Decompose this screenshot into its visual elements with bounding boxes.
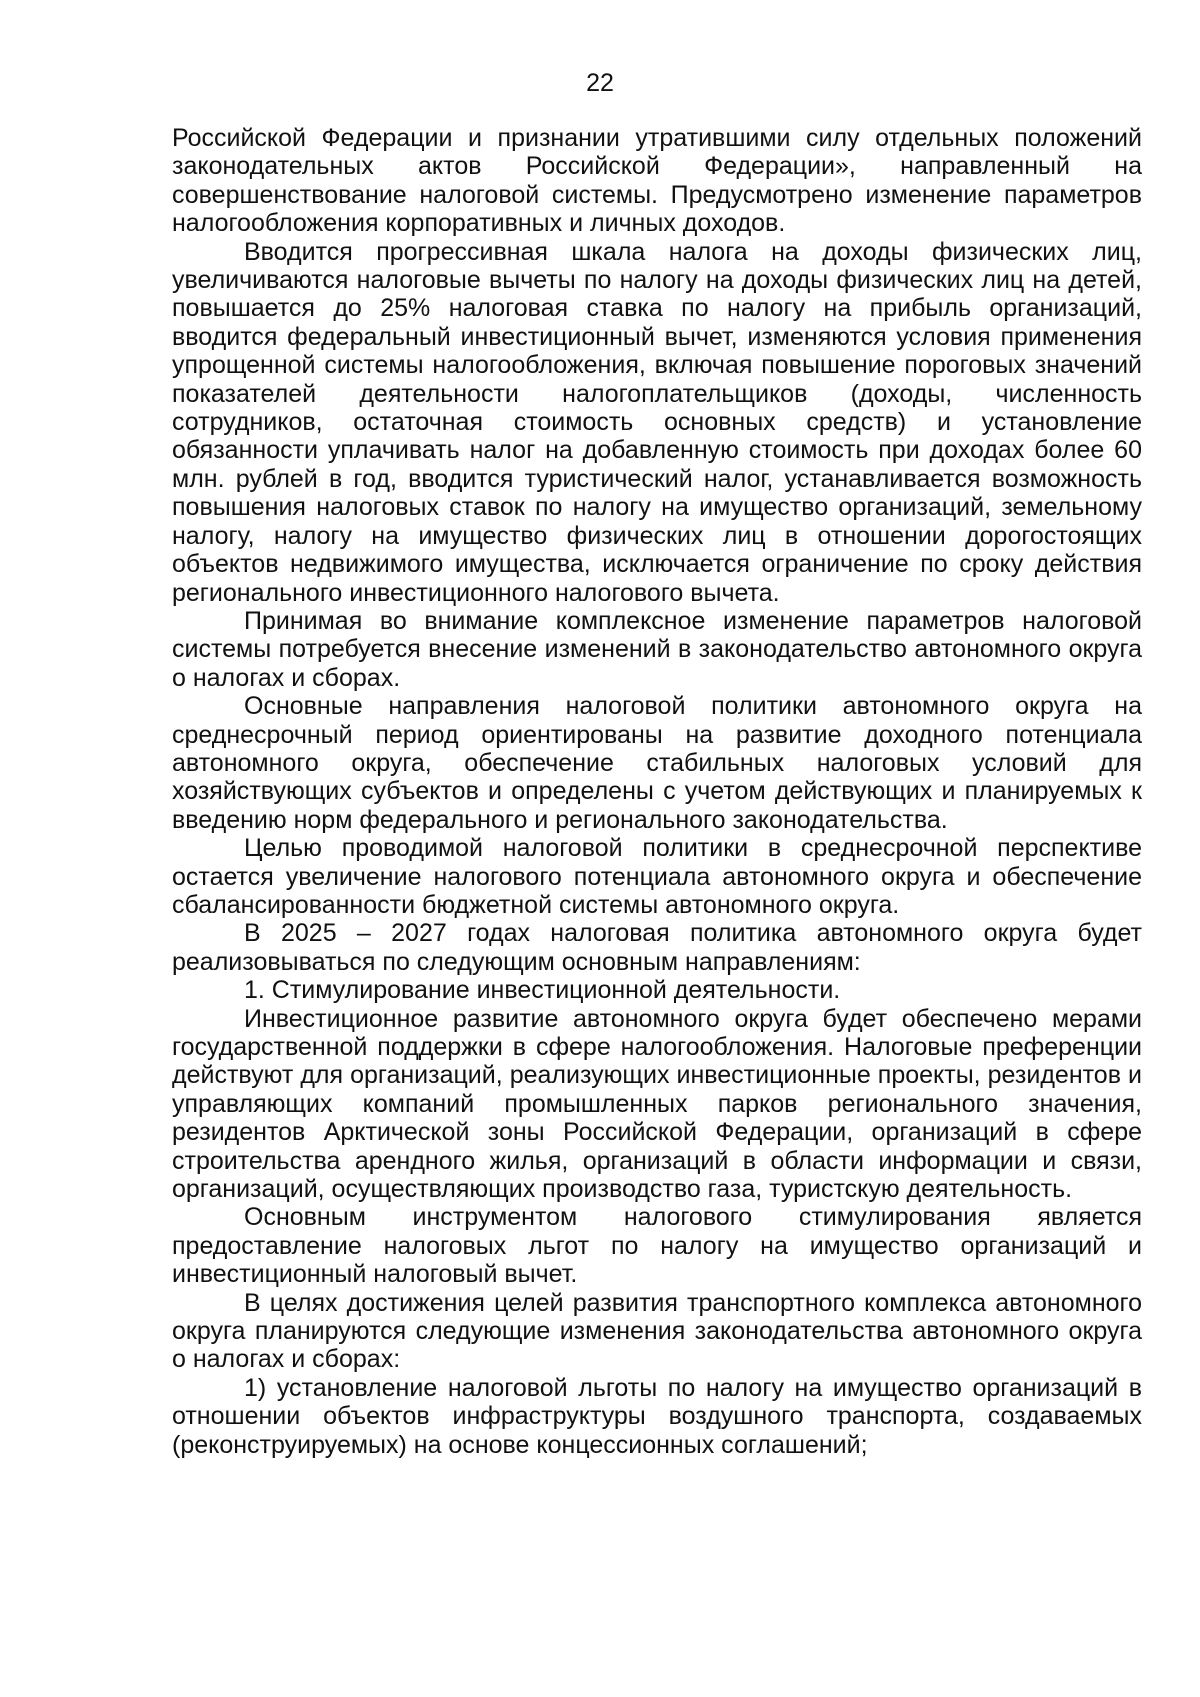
section-heading: 1. Стимулирование инвестиционной деятельности. [244,976,841,1005]
document-body [172,124,1142,1459]
paragraph: Принимая во внимание комплексное изменение параметров налоговой системы потребуется внесение изменений в законодательство автономного округа о налогах и сборах. [172,606,1142,692]
paragraph: Основным инструментом налогового стимулирования является предоставление налоговых льгот по налогу на имущество организаций и инвестиционный налоговый вычет. [172,1203,1142,1289]
paragraph: Основные направления налоговой политики автономного округа на среднесрочный период ориентированы на развитие доходного потенциала автономного округа, обеспечение стабильных налоговых условий для хозяйствующих субъектов и определены с учетом действующих и планируемых к введению норм федерального и регионального законодательства. [172,692,1142,834]
paragraph: Инвестиционное развитие автономного округа будет обеспечено мерами государственной поддержки в сфере налогообложения. Налоговые преференции действуют для организаций, реализующих инвестиционные проекты, резидентов и управляющих компаний промышленных парков регионального значения, резидентов Арктической зоны Российской Федерации, организаций в сфере строительства арендного жилья, организаций в области информации и связи, организаций, осуществляющих производство газа, туристскую деятельность. [172,1004,1142,1204]
paragraph: Вводится прогрессивная шкала налога на доходы физических лиц, увеличиваются налоговые вычеты по налогу на доходы физических лиц на детей, повышается до 25% налоговая ставка по налогу на прибыль организаций, вводится федеральный инвестиционный вычет, изменяются условия применения упрощенной системы налогообложения, включая повышение пороговых значений показателей деятельности налогоплательщиков (доходы, численность сотрудников, остаточная стоимость основных средств) и установление обязанности уплачивать налог на добавленную стоимость при доходах более 60 млн. рублей в год, вводится туристический налог, устанавливается возможность повышения налоговых ставок по налогу на имущество организаций, земельному налогу, налогу на имущество физических лиц в отношении дорогостоящих объектов недвижимого имущества, исключается ограничение по сроку действия регионального инвестиционного налогового вычета. [172,237,1142,607]
paragraph-continuation: Российской Федерации и признании утратившими силу отдельных положений законодательных актов Российской Федерации», направленный на совершенствование налоговой системы. Предусмотрено изменение параметров налогообложения корпоративных и личных доходов. [172,124,1142,238]
paragraph: В целях достижения целей развития транспортного комплекса автономного округа планируются следующие изменения законодательства автономного округа о налогах и сборах: [172,1288,1142,1374]
list-item: 1) установление налоговой льготы по налогу на имущество организаций в отношении объектов инфраструктуры воздушного транспорта, создаваемых (реконструируемых) на основе концессионных соглашений; [172,1373,1142,1459]
page-number: 22 [586,69,614,97]
paragraph: В 2025 – 2027 годах налоговая политика автономного округа будет реализовываться по следующим основным направлениям: [172,919,1142,976]
paragraph: Целью проводимой налоговой политики в среднесрочной перспективе остается увеличение налогового потенциала автономного округа и обеспечение сбалансированности бюджетной системы автономного округа. [172,834,1142,919]
